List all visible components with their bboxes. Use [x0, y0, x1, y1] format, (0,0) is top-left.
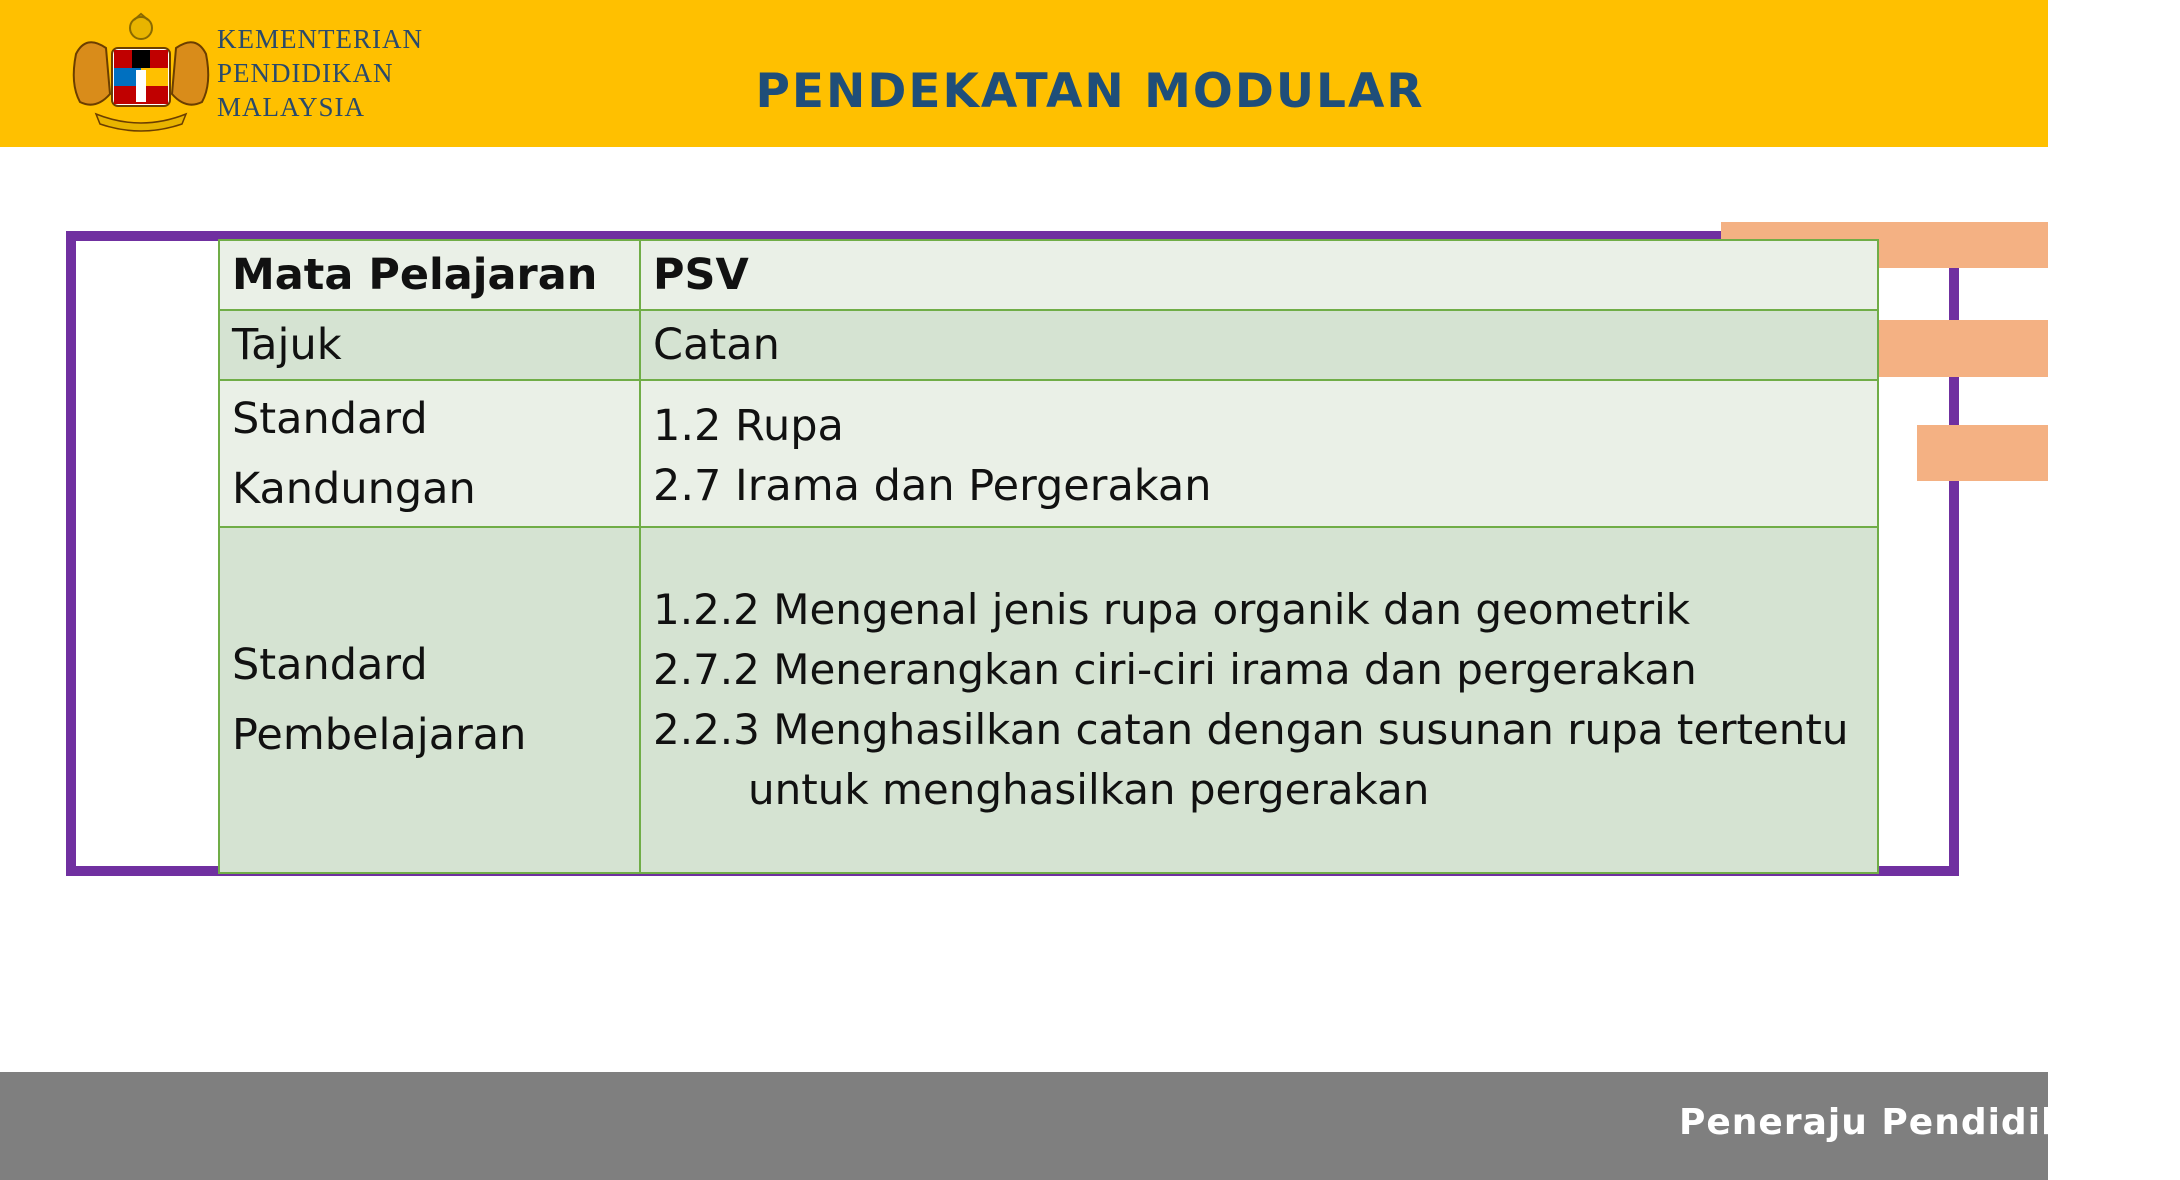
table-row: [219, 527, 1878, 873]
row-label: [219, 380, 640, 527]
row-label: [219, 527, 640, 873]
table-row: [219, 240, 1878, 310]
table-row: [219, 310, 1878, 380]
learning-standard-item-continuation: untuk menghasilkan pergerakan: [748, 765, 1430, 814]
page-title: PENDEKATAN MODULAR: [755, 64, 1425, 119]
topic-label: Tajuk: [219, 310, 640, 380]
ministry-line-3: MALAYSIA: [217, 92, 366, 122]
learning-standard-item: 2.2.3 Menghasilkan catan dengan susunan rupa tertentu: [653, 705, 1849, 754]
orange-tab-3: [1917, 425, 2048, 481]
ministry-line-2: PENDIDIKAN: [217, 58, 394, 88]
topic-value: Catan: [640, 310, 1878, 380]
row-value: [640, 380, 1878, 527]
learning-standard-item: 1.2.2 Mengenal jenis rupa organik dan geometrik: [653, 585, 1691, 634]
row-value: [640, 240, 1878, 310]
row-label: [219, 240, 640, 310]
subject-label: Mata Pelajaran: [232, 250, 598, 300]
ministry-line-1: KEMENTERIAN: [217, 24, 423, 54]
learning-standard-item: 2.7.2 Menerangkan ciri-ciri irama dan pergerakan: [653, 645, 1697, 694]
learning-standard-label-line-2: Pembelajaran: [232, 710, 527, 760]
learning-standard-label-line-1: Standard: [232, 640, 428, 690]
content-standard-label-line-1: Standard: [232, 393, 428, 444]
subject-value: PSV: [653, 250, 749, 300]
content-standard-item: 1.2 Rupa: [653, 400, 844, 451]
table-row: [219, 380, 1878, 527]
header-bar: [0, 0, 2048, 147]
content-standard-item: 2.7 Irama dan Pergerakan: [653, 460, 1212, 511]
footer-tagline: Peneraju Pendidikan N: [1679, 1102, 2163, 1143]
orange-tab-2: [1878, 320, 2048, 377]
content-standard-label-line-2: Kandungan: [232, 463, 476, 514]
row-value: [640, 527, 1878, 873]
module-table: [218, 239, 1879, 874]
